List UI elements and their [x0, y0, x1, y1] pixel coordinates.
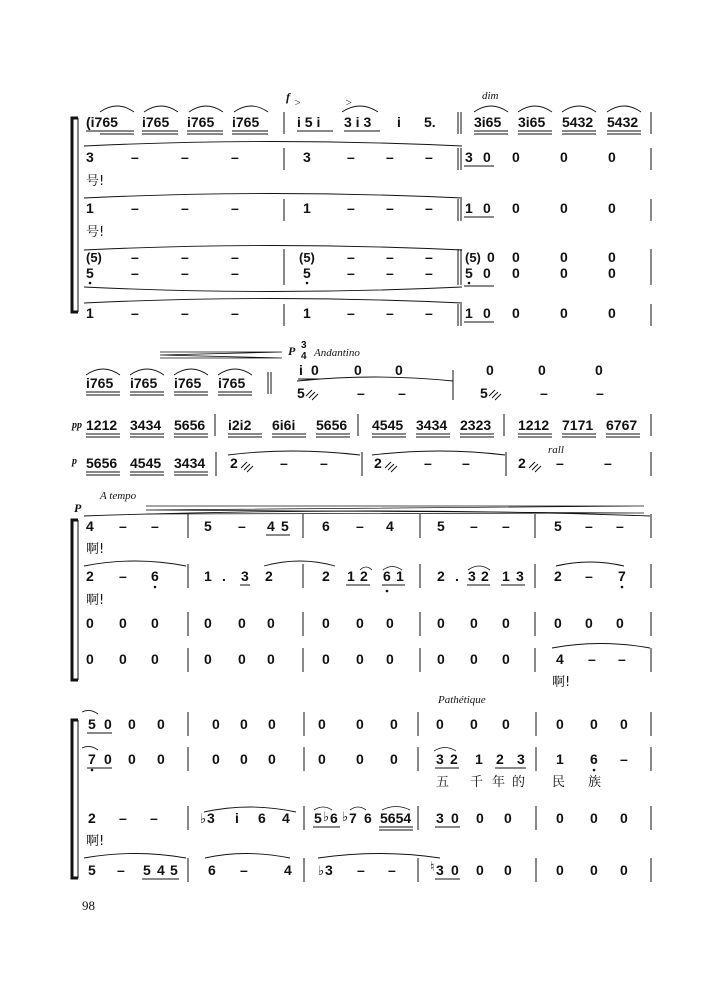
lyric: 啊!: [86, 834, 105, 849]
svg-text:5: 5: [281, 518, 289, 534]
svg-text:5: 5: [303, 265, 311, 281]
svg-text:5: 5: [170, 862, 178, 878]
svg-text:2: 2: [265, 568, 273, 584]
svg-text:–: –: [357, 862, 365, 878]
svg-text:6i6i: 6i6i: [272, 417, 296, 433]
tempo-a-tempo: A tempo: [100, 490, 137, 502]
svg-text:0: 0: [556, 862, 564, 878]
svg-text:0: 0: [608, 200, 616, 216]
svg-text:0: 0: [483, 265, 491, 281]
lyric-char: 族: [588, 775, 602, 790]
svg-text:1: 1: [204, 568, 212, 584]
svg-text:0: 0: [608, 149, 616, 165]
svg-text:–: –: [596, 385, 604, 401]
svg-text:–: –: [119, 810, 127, 826]
svg-text:2: 2: [518, 455, 526, 471]
svg-text:6: 6: [258, 810, 266, 826]
note-group: i 5 i: [297, 114, 321, 130]
svg-text:0: 0: [608, 265, 616, 281]
dynamic-p: P: [288, 344, 296, 358]
svg-text:–: –: [425, 200, 433, 216]
svg-text:1: 1: [86, 305, 94, 321]
svg-text:0: 0: [512, 200, 520, 216]
svg-text:0: 0: [436, 716, 444, 732]
svg-text:1: 1: [347, 568, 355, 584]
svg-text:1: 1: [303, 200, 311, 216]
lyric: 号!: [86, 225, 105, 240]
dynamic-pp: pp: [72, 420, 82, 431]
svg-text:0: 0: [157, 751, 165, 767]
svg-text:5: 5: [314, 810, 322, 826]
svg-text:0: 0: [560, 249, 568, 265]
svg-text:3: 3: [517, 751, 525, 767]
svg-text:6: 6: [208, 862, 216, 878]
svg-text:3: 3: [465, 149, 473, 165]
svg-text:0: 0: [502, 716, 510, 732]
svg-text:1: 1: [303, 305, 311, 321]
svg-text:–: –: [347, 265, 355, 281]
svg-text:7: 7: [349, 810, 357, 826]
lyric-char: 的: [512, 775, 526, 790]
svg-text:0: 0: [356, 615, 364, 631]
svg-text:4: 4: [386, 518, 394, 534]
svg-text:–: –: [347, 200, 355, 216]
svg-text:–: –: [388, 862, 396, 878]
svg-text:i765: i765: [130, 375, 158, 391]
svg-text:–: –: [231, 305, 239, 321]
direction-dim: dim: [482, 90, 499, 102]
svg-text:0: 0: [538, 362, 546, 378]
svg-text:–: –: [386, 200, 394, 216]
dynamic-p: p: [72, 456, 77, 467]
svg-text:0: 0: [486, 362, 494, 378]
svg-text:5: 5: [437, 518, 445, 534]
svg-text:0: 0: [590, 716, 598, 732]
svg-text:0: 0: [157, 716, 165, 732]
dynamic-f: f: [286, 90, 290, 104]
svg-text:0: 0: [504, 862, 512, 878]
svg-text:–: –: [119, 568, 127, 584]
system-1: [72, 90, 651, 326]
svg-text:0: 0: [318, 751, 326, 767]
svg-text:–: –: [386, 149, 394, 165]
svg-text:–: –: [604, 455, 612, 471]
svg-text:i2i2: i2i2: [228, 417, 252, 433]
svg-text:–: –: [502, 518, 510, 534]
svg-text:–: –: [620, 751, 628, 767]
svg-text:0: 0: [487, 249, 495, 265]
svg-text:–: –: [181, 149, 189, 165]
svg-text:0: 0: [620, 862, 628, 878]
svg-text:2: 2: [230, 455, 238, 471]
svg-text:0: 0: [238, 615, 246, 631]
svg-text:0: 0: [470, 716, 478, 732]
svg-text:0: 0: [311, 362, 319, 378]
lyric-char: 千: [470, 775, 484, 790]
svg-text:1: 1: [86, 200, 94, 216]
svg-text:0: 0: [128, 751, 136, 767]
svg-text:0: 0: [267, 615, 275, 631]
svg-text:3434: 3434: [130, 417, 162, 433]
svg-text:0: 0: [151, 615, 159, 631]
svg-text:5: 5: [297, 385, 305, 401]
svg-text:1: 1: [475, 751, 483, 767]
dynamic-p: P: [74, 501, 82, 515]
svg-text:–: –: [585, 518, 593, 534]
svg-text:–: –: [231, 200, 239, 216]
svg-text:0: 0: [386, 651, 394, 667]
svg-text:–: –: [181, 265, 189, 281]
svg-text:1: 1: [465, 200, 473, 216]
tempo-andantino: Andantino: [314, 347, 360, 359]
svg-text:0: 0: [322, 615, 330, 631]
svg-text:0: 0: [204, 615, 212, 631]
svg-text:1: 1: [396, 568, 404, 584]
svg-text:0: 0: [318, 716, 326, 732]
svg-text:2: 2: [437, 568, 445, 584]
lyric-char: 五: [436, 775, 450, 790]
svg-text:–: –: [131, 305, 139, 321]
svg-text:–: –: [231, 149, 239, 165]
svg-text:i765: i765: [174, 375, 202, 391]
note-group: 3i65: [518, 114, 546, 130]
svg-text:0: 0: [512, 249, 520, 265]
svg-text:2: 2: [374, 455, 382, 471]
svg-text:0: 0: [620, 716, 628, 732]
svg-text:0: 0: [204, 651, 212, 667]
lyric: 啊!: [86, 542, 105, 557]
svg-text:–: –: [588, 651, 596, 667]
svg-text:3: 3: [325, 862, 333, 878]
svg-text:–: –: [280, 455, 288, 471]
svg-text:–: –: [150, 810, 158, 826]
note-group: i765: [187, 114, 215, 130]
svg-text:0: 0: [119, 615, 127, 631]
svg-text:2: 2: [86, 568, 94, 584]
svg-text:–: –: [347, 305, 355, 321]
svg-text:0: 0: [104, 751, 112, 767]
svg-text:0: 0: [437, 651, 445, 667]
svg-text:0: 0: [556, 716, 564, 732]
svg-text:4: 4: [284, 862, 292, 878]
svg-text:0: 0: [119, 651, 127, 667]
svg-text:0: 0: [451, 810, 459, 826]
svg-text:5: 5: [143, 862, 151, 878]
svg-text:0: 0: [151, 651, 159, 667]
svg-text:0: 0: [128, 716, 136, 732]
svg-text:5656: 5656: [174, 417, 206, 433]
svg-text:0: 0: [512, 149, 520, 165]
svg-text:1212: 1212: [86, 417, 118, 433]
svg-text:0: 0: [590, 862, 598, 878]
note-group: 3 i 3: [344, 114, 372, 130]
svg-text:2: 2: [360, 568, 368, 584]
svg-text:–: –: [181, 305, 189, 321]
svg-text:5: 5: [88, 862, 96, 878]
note-group: 3i65: [474, 114, 502, 130]
svg-text:5656: 5656: [316, 417, 348, 433]
system-bracket: [72, 520, 78, 680]
svg-text:7: 7: [88, 751, 96, 767]
svg-text:0: 0: [267, 651, 275, 667]
svg-text:6: 6: [151, 568, 159, 584]
svg-text:0: 0: [322, 651, 330, 667]
svg-text:0: 0: [240, 716, 248, 732]
svg-text:5: 5: [480, 385, 488, 401]
svg-text:0: 0: [104, 716, 112, 732]
svg-text:–: –: [425, 265, 433, 281]
svg-text:6767: 6767: [606, 417, 638, 433]
note-group: (i765: [86, 114, 118, 130]
svg-text:4: 4: [556, 651, 564, 667]
svg-text:–: –: [131, 265, 139, 281]
svg-text:(5): (5): [299, 250, 315, 265]
svg-text:–: –: [424, 455, 432, 471]
time-signature-top: 3: [301, 340, 307, 351]
svg-text:0: 0: [608, 249, 616, 265]
svg-text:–: –: [357, 385, 365, 401]
svg-text:0: 0: [585, 615, 593, 631]
svg-text:5: 5: [554, 518, 562, 534]
system-3: [72, 490, 651, 690]
svg-text:1: 1: [556, 751, 564, 767]
system-bracket: [72, 118, 78, 312]
svg-text:0: 0: [504, 810, 512, 826]
svg-text:6: 6: [322, 518, 330, 534]
svg-text:0: 0: [608, 305, 616, 321]
lyric: 啊!: [552, 675, 571, 690]
svg-text:2: 2: [88, 810, 96, 826]
svg-text:–: –: [131, 149, 139, 165]
svg-text:0: 0: [356, 716, 364, 732]
system-4: [72, 694, 651, 882]
svg-text:0: 0: [212, 716, 220, 732]
svg-text:0: 0: [86, 615, 94, 631]
svg-text:0: 0: [512, 305, 520, 321]
svg-text:0: 0: [268, 716, 276, 732]
svg-text:0: 0: [437, 615, 445, 631]
svg-text:5: 5: [465, 265, 473, 281]
svg-text:0: 0: [386, 615, 394, 631]
lyric: 啊!: [86, 593, 105, 608]
svg-text:–: –: [556, 455, 564, 471]
svg-text:2323: 2323: [460, 417, 492, 433]
svg-text:–: –: [356, 518, 364, 534]
svg-text:1212: 1212: [518, 417, 550, 433]
note-group: 3: [86, 149, 94, 165]
svg-text:–: –: [231, 265, 239, 281]
svg-text:0: 0: [354, 362, 362, 378]
svg-text:0: 0: [483, 200, 491, 216]
svg-text:–: –: [151, 518, 159, 534]
svg-text:–: –: [386, 249, 394, 265]
svg-text:4545: 4545: [372, 417, 404, 433]
svg-text:4545: 4545: [130, 455, 162, 471]
svg-text:0: 0: [86, 651, 94, 667]
svg-text:0: 0: [470, 615, 478, 631]
svg-text:0: 0: [395, 362, 403, 378]
lyric: 号!: [86, 174, 105, 189]
svg-text:–: –: [131, 200, 139, 216]
svg-text:0: 0: [556, 810, 564, 826]
svg-text:4: 4: [86, 518, 94, 534]
svg-text:i: i: [299, 362, 303, 378]
svg-text:–: –: [231, 249, 239, 265]
svg-text:4: 4: [282, 810, 290, 826]
svg-text:–: –: [119, 518, 127, 534]
svg-text:–: –: [386, 305, 394, 321]
svg-text:2: 2: [496, 751, 504, 767]
svg-text:0: 0: [560, 305, 568, 321]
page-number: 98: [82, 898, 95, 913]
svg-text:–: –: [425, 249, 433, 265]
svg-text:0: 0: [476, 810, 484, 826]
svg-text:4: 4: [157, 862, 165, 878]
svg-text:0: 0: [502, 615, 510, 631]
svg-text:♮: ♮: [430, 859, 435, 874]
svg-text:5: 5: [86, 265, 94, 281]
svg-text:7: 7: [618, 568, 626, 584]
svg-text:5: 5: [204, 518, 212, 534]
svg-text:3: 3: [436, 751, 444, 767]
svg-text:–: –: [386, 265, 394, 281]
svg-text:–: –: [425, 149, 433, 165]
svg-text:0: 0: [502, 651, 510, 667]
svg-text:4: 4: [267, 518, 275, 534]
svg-text:–: –: [347, 149, 355, 165]
lyric-char: 年: [492, 775, 506, 790]
svg-text:0: 0: [560, 200, 568, 216]
svg-text:2: 2: [481, 568, 489, 584]
svg-text:1: 1: [465, 305, 473, 321]
svg-text:0: 0: [560, 149, 568, 165]
svg-text:(5): (5): [465, 250, 481, 265]
svg-text:i: i: [235, 810, 239, 826]
svg-text:–: –: [131, 249, 139, 265]
svg-text:3: 3: [303, 149, 311, 165]
note-group: 5432: [607, 114, 639, 130]
svg-text:6: 6: [364, 810, 372, 826]
svg-text:2: 2: [322, 568, 330, 584]
svg-text:3: 3: [468, 568, 476, 584]
lyric-char: 民: [552, 775, 566, 790]
svg-text:5656: 5656: [86, 455, 118, 471]
svg-text:6: 6: [330, 810, 338, 826]
svg-text:0: 0: [238, 651, 246, 667]
time-signature-bottom: 4: [301, 351, 307, 362]
svg-text:i765: i765: [86, 375, 114, 391]
svg-text:3: 3: [207, 810, 215, 826]
note-group: 5432: [562, 114, 594, 130]
svg-text:0: 0: [240, 751, 248, 767]
svg-text:0: 0: [595, 362, 603, 378]
svg-text:–: –: [181, 249, 189, 265]
svg-text:–: –: [616, 518, 624, 534]
svg-text:0: 0: [390, 716, 398, 732]
system-2: [71, 340, 651, 476]
svg-text:–: –: [425, 305, 433, 321]
svg-text:–: –: [585, 568, 593, 584]
svg-text:.: .: [455, 568, 459, 584]
direction-rall: rall: [548, 444, 564, 456]
svg-text:–: –: [238, 518, 246, 534]
svg-text:0: 0: [590, 810, 598, 826]
note-group: i765: [232, 114, 260, 130]
svg-text:3: 3: [436, 862, 444, 878]
svg-text:.: .: [222, 568, 226, 584]
svg-text:1: 1: [502, 568, 510, 584]
tempo-pathetique: Pathétique: [438, 694, 486, 706]
svg-text:0: 0: [356, 751, 364, 767]
svg-text:3: 3: [241, 568, 249, 584]
svg-text:–: –: [181, 200, 189, 216]
svg-text:i765: i765: [218, 375, 246, 391]
svg-text:0: 0: [616, 615, 624, 631]
svg-text:–: –: [462, 455, 470, 471]
svg-text:♭: ♭: [318, 863, 325, 878]
svg-text:7171: 7171: [562, 417, 594, 433]
svg-text:2: 2: [554, 568, 562, 584]
svg-text:–: –: [347, 249, 355, 265]
svg-text:2: 2: [450, 751, 458, 767]
svg-text:3: 3: [516, 568, 524, 584]
svg-text:♭: ♭: [342, 809, 349, 824]
svg-text:–: –: [470, 518, 478, 534]
svg-text:0: 0: [390, 751, 398, 767]
svg-text:(5): (5): [86, 250, 102, 265]
svg-text:0: 0: [470, 651, 478, 667]
svg-text:0: 0: [268, 751, 276, 767]
svg-text:3434: 3434: [174, 455, 206, 471]
svg-text:–: –: [618, 651, 626, 667]
svg-text:0: 0: [212, 751, 220, 767]
note-group: i765: [142, 114, 170, 130]
svg-text:–: –: [117, 862, 125, 878]
svg-text:6: 6: [590, 751, 598, 767]
svg-text:0: 0: [356, 651, 364, 667]
svg-text:♭: ♭: [200, 811, 207, 826]
svg-text:0: 0: [620, 810, 628, 826]
svg-text:♭: ♭: [323, 809, 330, 824]
svg-text:5654: 5654: [380, 810, 412, 826]
note-group: i: [397, 114, 401, 130]
svg-text:3434: 3434: [416, 417, 448, 433]
system-bracket: [72, 720, 78, 878]
svg-text:0: 0: [483, 305, 491, 321]
svg-text:–: –: [398, 385, 406, 401]
svg-text:–: –: [540, 385, 548, 401]
svg-text:0: 0: [451, 862, 459, 878]
svg-text:0: 0: [483, 149, 491, 165]
svg-text:0: 0: [554, 615, 562, 631]
svg-text:5: 5: [88, 716, 96, 732]
svg-text:0: 0: [560, 265, 568, 281]
accent-mark: >: [294, 97, 302, 109]
svg-text:3: 3: [436, 810, 444, 826]
accent-mark: >: [345, 97, 353, 109]
svg-text:0: 0: [476, 862, 484, 878]
svg-text:6: 6: [383, 568, 391, 584]
svg-text:–: –: [240, 862, 248, 878]
svg-text:0: 0: [512, 265, 520, 281]
note-group: 5.: [424, 114, 436, 130]
svg-text:–: –: [320, 455, 328, 471]
